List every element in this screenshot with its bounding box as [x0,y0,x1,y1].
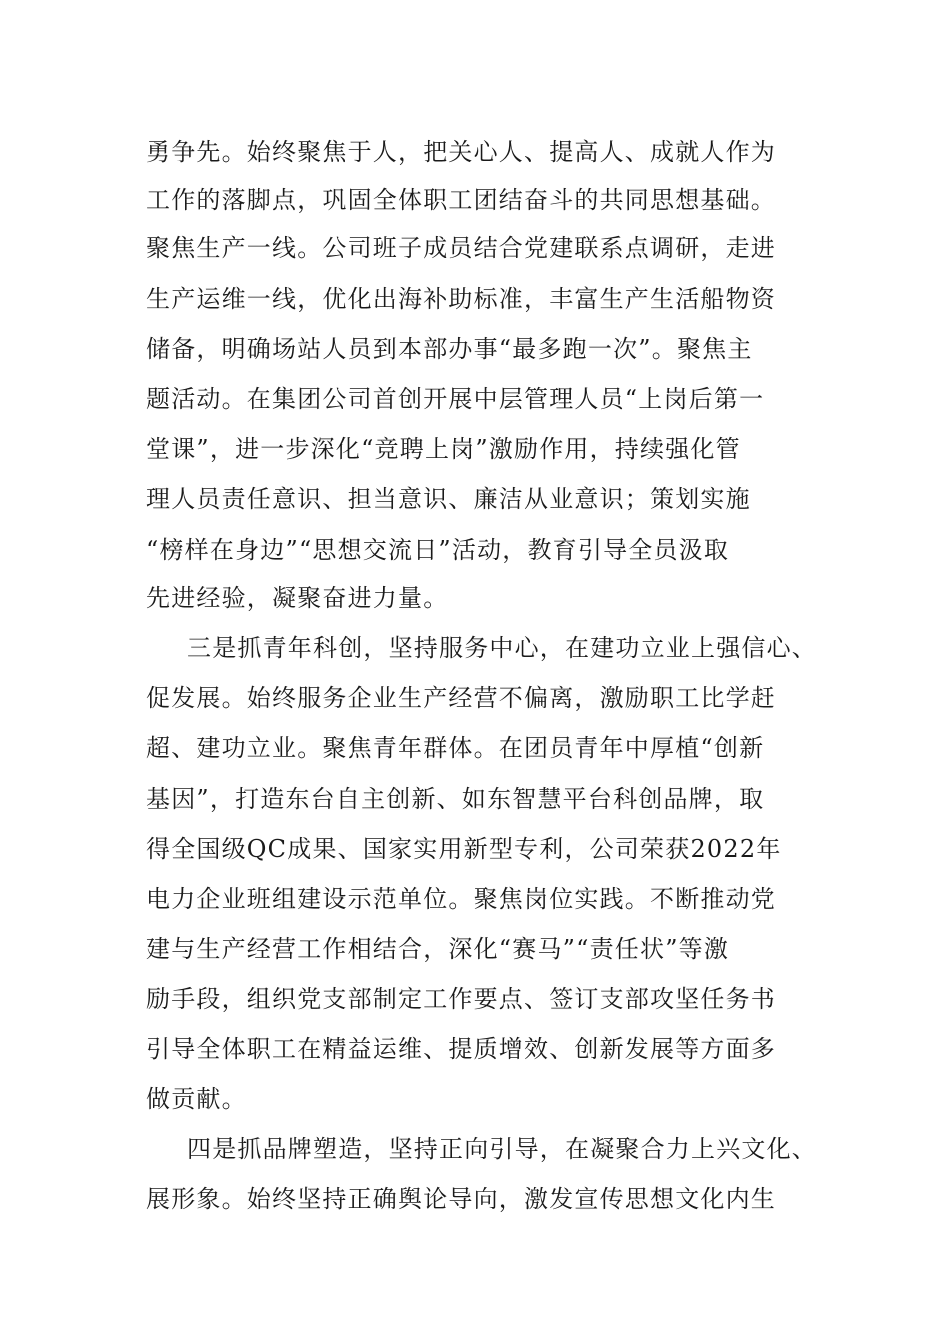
text-line: 励手段，组织党支部制定工作要点、签订支部攻坚任务书 [146,985,776,1013]
text-line: 得全国级QC成果、国家实用新型专利，公司荣获2022年 [146,835,782,863]
text-line: “榜样在身边”“思想交流日”活动，教育引导全员汲取 [146,536,730,564]
text-line: 电力企业班组建设示范单位。聚焦岗位实践。不断推动党 [146,885,776,913]
paragraph-heading-line: 四是抓品牌塑造，坚持正向引导，在凝聚合力上兴文化、 [187,1135,817,1163]
text-line: 堂课”，进一步深化“竞聘上岗”激励作用，持续强化管 [146,435,741,463]
text-line: 工作的落脚点，巩固全体职工团结奋斗的共同思想基础。 [146,186,776,214]
text-line: 先进经验，凝聚奋进力量。 [146,584,449,612]
text-line: 建与生产经营工作相结合，深化“赛马”“责任状”等激 [146,935,730,963]
text-line: 生产运维一线，优化出海补助标准，丰富生产生活船物资 [146,285,776,313]
text-line: 题活动。在集团公司首创开展中层管理人员“上岗后第一 [146,385,765,413]
text-line: 基因”，打造东台自主创新、如东智慧平台科创品牌，取 [146,785,765,813]
text-line: 引导全体职工在精益运维、提质增效、创新发展等方面多 [146,1035,776,1063]
text-line: 理人员责任意识、担当意识、廉洁从业意识；策划实施 [146,485,751,513]
text-line: 做贡献。 [146,1085,247,1113]
paragraph-heading-line: 三是抓青年科创，坚持服务中心，在建功立业上强信心、 [187,634,817,662]
text-line: 储备，明确场站人员到本部办事“最多跑一次”。聚焦主 [146,335,753,363]
text-line: 促发展。始终服务企业生产经营不偏离，激励职工比学赶 [146,684,776,712]
text-line: 聚焦生产一线。公司班子成员结合党建联系点调研，走进 [146,234,776,262]
text-line: 超、建功立业。聚焦青年群体。在团员青年中厚植“创新 [146,734,765,762]
text-line: 勇争先。始终聚焦于人，把关心人、提高人、成就人作为 [146,138,776,166]
text-line: 展形象。始终坚持正确舆论导向，激发宣传思想文化内生 [146,1185,776,1213]
